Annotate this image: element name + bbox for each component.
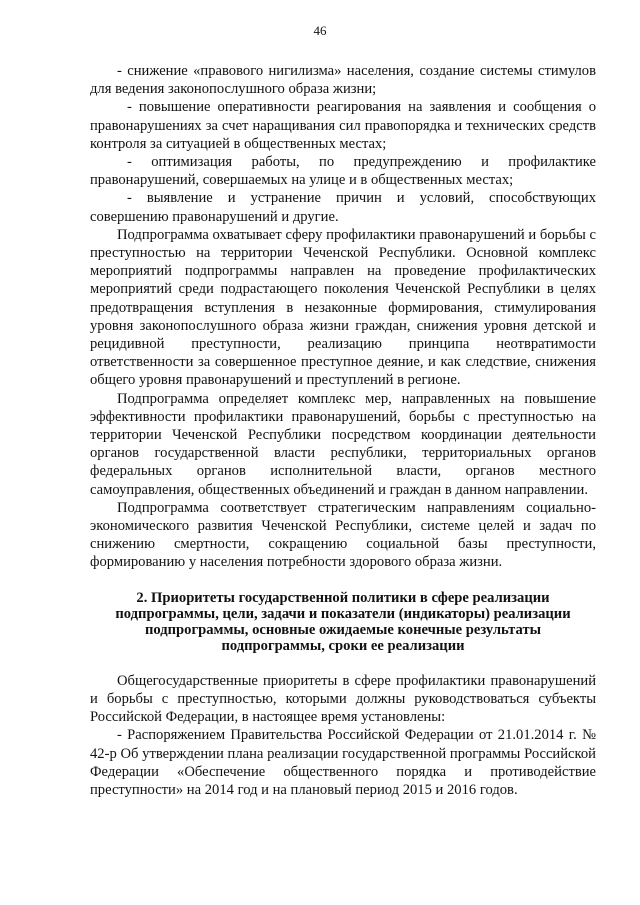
- bullet-item: - повышение оперативности реагирования на заявления и сообщения о правонарушениях за счет наращивания сил правопорядка и технических средств контроля за ситуацией в общественных местах;: [90, 99, 596, 152]
- body-paragraph: Общегосударственные приоритеты в сфере профилактики правонарушений и борьбы с преступностью, которыми должны руководствоваться субъекты Российской Федерации, в настоящее время установлены:: [90, 672, 596, 726]
- bullet-item: - снижение «правового нигилизма» населения, создание системы стимулов для ведения законопослушного образа жизни;: [90, 63, 596, 98]
- bullet-item: - выявление и устранение причин и условий, способствующих совершению правонарушений и другие.: [90, 190, 596, 225]
- body-paragraph: Подпрограмма охватывает сферу профилактики правонарушений и борьбы с преступностью на территории Чеченской Республики. Основной комплекс мероприятий подпрограммы направлен на проведение профилактических мероприятий среди подрастающего поколения Чеченской Республики в целях предотвращения вступления в незаконные формирования, стимулирования уровня законопослушного образа жизни граждан, снижения уровня детской и рецидивной преступности, реализацию принципа неотвратимости ответственности за совершенное преступное деяние, и как следствие, снижения общего уровня правонарушений и преступлений в регионе.: [90, 226, 596, 389]
- body-paragraph: Подпрограмма определяет комплекс мер, направленных на повышение эффективности профилактики правонарушений, борьбы с преступностью на территории Чеченской Республики посредством координации деятельности органов государственной власти республики, территориальных органов федеральных органов исполнительной власти, органов местного самоуправления, общественных объединений и граждан в данном направлении.: [90, 390, 596, 498]
- bullet-item: - Распоряжением Правительства Российской Федерации от 21.01.2014 г. № 42-р Об утверждении плана реализации государственной программы Российской Федерации «Обеспечение общественного порядка и противодействие преступности» на 2014 год и на плановый период 2015 и 2016 годов.: [90, 727, 596, 798]
- page-body: [90, 62, 596, 799]
- body-paragraph: Подпрограмма соответствует стратегическим направлениям социально-экономического развития Чеченской Республики, системе целей и задач по снижению смертности, сокращению социальной базы преступности, формированию у населения потребности здорового образа жизни.: [90, 499, 596, 571]
- page-number: 46: [313, 23, 327, 38]
- bullet-item: - оптимизация работы, по предупреждению и профилактике правонарушений, совершаемых на улице и в общественных местах;: [90, 154, 596, 189]
- section-heading: 2. Приоритеты государственной политики в сфере реализации подпрограммы, цели, задачи и показатели (индикаторы) реализации подпрограммы, основные ожидаемые конечные результаты подпрограммы, сроки ее реализации: [115, 589, 571, 654]
